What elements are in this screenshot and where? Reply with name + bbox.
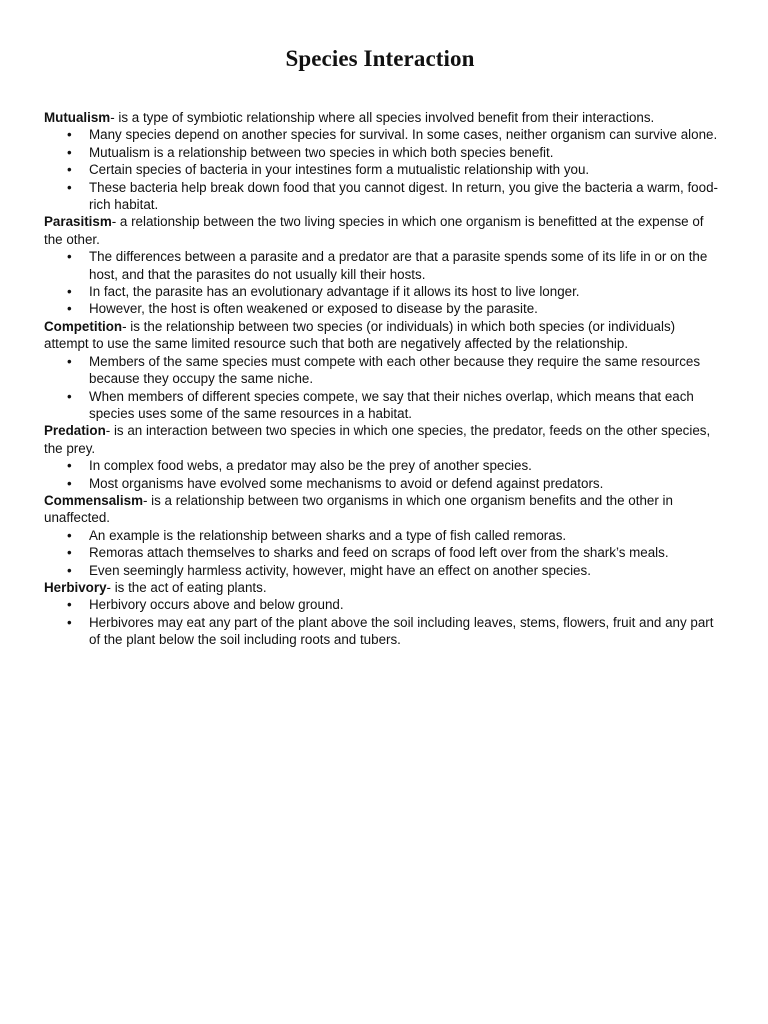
bullet-icon: • bbox=[67, 545, 72, 561]
list-item: • In complex food webs, a predator may also be the prey of another species. bbox=[67, 458, 532, 474]
bullet-icon: • bbox=[67, 127, 72, 143]
section-commensalism bbox=[44, 492, 720, 527]
bullet-list-herbivory bbox=[44, 596, 720, 648]
term-mutualism: Mutualism bbox=[44, 110, 111, 125]
bullet-icon: • bbox=[67, 179, 72, 195]
term-predation: Predation bbox=[44, 423, 106, 439]
bullet-icon: • bbox=[67, 353, 72, 369]
definition-mutualism: - is a type of symbiotic relationship where all species involved benefit from their interactions. bbox=[110, 110, 655, 125]
bullet-icon: • bbox=[67, 458, 72, 474]
term-herbivory: Herbivory bbox=[44, 579, 107, 595]
bullet-icon: • bbox=[67, 301, 72, 317]
bullet-icon: • bbox=[67, 562, 72, 578]
definition-commensalism: - is a relationship between two organisms in which one organism benefits and the other in unaffected. bbox=[44, 492, 673, 526]
bullet-icon: • bbox=[67, 597, 72, 613]
bullet-icon: • bbox=[67, 388, 72, 404]
definition-competition: - is the relationship between two species (or individuals) in which both species (or individuals) attempt to use the same limited resource such that both are negatively affected by the relationship. bbox=[44, 318, 676, 352]
bullet-icon: • bbox=[67, 144, 72, 160]
list-item: • Herbivory occurs above and below ground. bbox=[67, 597, 344, 613]
bullet-list-predation bbox=[44, 457, 720, 492]
bullet-list-parasitism bbox=[44, 248, 720, 318]
section-herbivory bbox=[44, 579, 720, 596]
list-item: • In fact, the parasite has an evolutionary advantage if it allows its host to live longer. bbox=[67, 284, 580, 300]
list-item: • Even seemingly harmless activity, however, might have an effect on another species. bbox=[67, 562, 591, 578]
list-item: • Most organisms have evolved some mechanisms to avoid or defend against predators. bbox=[67, 475, 604, 491]
bullet-icon: • bbox=[67, 284, 72, 300]
list-item: • Mutualism is a relationship between two species in which both species benefit. bbox=[67, 144, 554, 160]
bullet-list-competition bbox=[44, 353, 720, 423]
bullet-icon: • bbox=[67, 475, 72, 491]
definition-predation: - is an interaction between two species in which one species, the predator, feeds on the other species, the prey. bbox=[44, 423, 711, 456]
list-item: • Members of the same species must compete with each other because they require the same resources because they occupy the same niche. bbox=[67, 353, 701, 387]
list-item: • When members of different species compete, we say that their niches overlap, which means that each species uses some of the same resources in a habitat. bbox=[67, 388, 694, 421]
document-body bbox=[44, 109, 720, 649]
list-item: • Certain species of bacteria in your intestines form a mutualistic relationship with you. bbox=[67, 162, 590, 178]
term-competition: Competition bbox=[44, 318, 123, 334]
bullet-icon: • bbox=[67, 249, 72, 265]
term-parasitism: Parasitism bbox=[44, 214, 112, 230]
list-item: • The differences between a parasite and a predator are that a parasite spends some of its life in or on the host, and that the parasites do not usually kill their hosts. bbox=[67, 249, 708, 282]
definition-herbivory: - is the act of eating plants. bbox=[106, 579, 267, 595]
list-item: • Many species depend on another species for survival. In some cases, neither organism can survive alone. bbox=[67, 127, 718, 143]
bullet-icon: • bbox=[67, 527, 72, 543]
section-parasitism bbox=[44, 213, 720, 248]
bullet-icon: • bbox=[67, 162, 72, 178]
list-item: • These bacteria help break down food that you cannot digest. In return, you give the bacteria a warm, food-rich habitat. bbox=[67, 179, 718, 213]
list-item: • Remoras attach themselves to sharks and feed on scraps of food left over from the shark’s meals. bbox=[67, 545, 669, 561]
bullet-icon: • bbox=[67, 614, 72, 630]
page-title: Species Interaction bbox=[285, 46, 475, 71]
list-item: • However, the host is often weakened or exposed to disease by the parasite. bbox=[67, 301, 538, 317]
bullet-list-mutualism bbox=[44, 126, 720, 213]
bullet-list-commensalism bbox=[44, 527, 720, 579]
list-item: • An example is the relationship between sharks and a type of fish called remoras. bbox=[67, 527, 567, 543]
list-item: • Herbivores may eat any part of the plant above the soil including leaves, stems, flowers, fruit and any part of the plant below the soil including roots and tubers. bbox=[67, 614, 714, 648]
section-mutualism bbox=[44, 109, 720, 126]
section-predation bbox=[44, 422, 720, 457]
section-competition bbox=[44, 318, 720, 353]
term-commensalism: Commensalism bbox=[44, 492, 143, 508]
definition-parasitism: - a relationship between the two living species in which one organism is benefitted at the expense of the other. bbox=[44, 214, 704, 247]
